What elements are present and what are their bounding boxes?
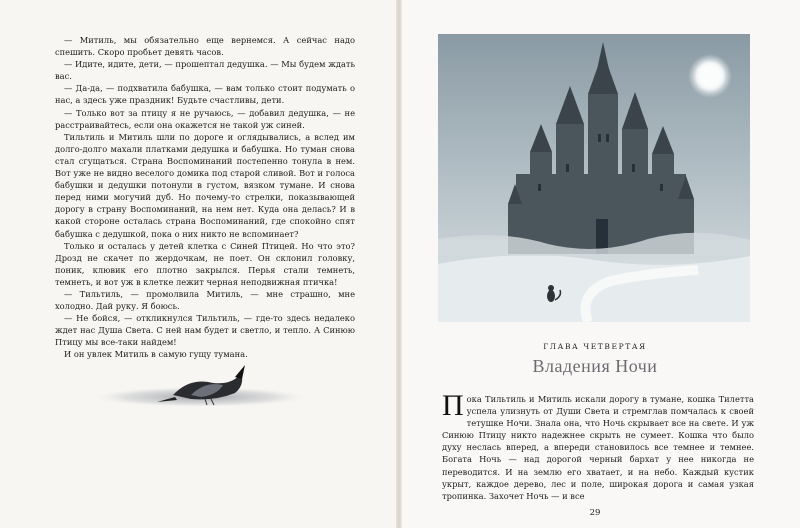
paragraph: — Только вот за птицу я не ручаюсь, — добавил дедушка, — не расстраивайтесь, если она окажется не такой уж синей. [55,107,355,130]
right-page-text [442,389,754,502]
night-castle-illustration [438,34,750,322]
paragraph [442,389,754,502]
dead-bird-illustration [95,355,305,415]
drop-cap: П [442,389,464,422]
paragraph: Только и осталась у детей клетка с Синей Птицей. Но что это? Дрозд не скачет по жердочкам, не поет. Он склонил головку, поник, клювик его плотно закрылся. Перья стали темнеть, темнеть, и вот уж в клетке лежит черная неподвижная птичка! [55,240,355,287]
paragraph: — Митиль, мы обязательно еще вернемся. А сейчас надо спешить. Скоро пробьет девять часов. [55,35,355,58]
book-gutter [396,0,402,528]
page-number: 29 [589,508,601,518]
chapter-title: Владения Ночи [532,356,658,376]
chapter-label: ГЛАВА ЧЕТВЕРТАЯ [543,342,647,351]
paragraph: Тильтиль и Митиль шли по дороге и оглядывались, а вслед им долго-долго махали платками дедушка и бабушка. Но туман снова стал сгущаться. Страна Воспоминаний постепенно тонула в нем. Вот уже не видно веселого домика под старой сливой. Вот и голоса бабушки и дедушки потонули в густом, вязком тумане. И снова перед ними могучий дуб. Но почему-то стрелки, показывающей дорогу в страну Воспоминаний, на нем нет. Куда она делась? И в какой стороне осталась страна Воспоминаний, где спокойно спят бабушка с дедушкой, пока о них никто не вспоминает? [55,131,355,239]
left-page-text [55,34,355,361]
paragraph: — Идите, идите, дети, — прошептал дедушка. — Мы будем ждать вас. [55,59,355,82]
paragraph: И он увлек Митиль в самую гущу тумана. [64,349,248,360]
paragraph: — Не бойся, — откликнулся Тильтиль, — где-то здесь недалеко ждет нас Душа Света. С ней нам будет и светло, и тепло. А Синюю Птицу мы все-таки найдем! [55,313,355,348]
paragraph: — Тильтиль, — промолвила Митиль, — мне страшно, мне холодно. Дай руку. Я боюсь. [55,288,355,312]
paragraph: — Да-да, — подхватила бабушка, — вам только стоит подумать о нас, а здесь уже праздник! Будьте счастливы, дети. [55,83,355,106]
paragraph-body: ока Тильтиль и Митиль искали дорогу в тумане, кошка Тилетта успела улизнуть от Души Света и стремглав помчалась к своей тетушке Ночи. Знала она, что Ночь скрывает все на свете. И уж Синюю Птицу никто надежнее скрыть не сумеет. Кошка что было духу неслась вперед, а впереди становилось все темнее и темнее. Богата Ночь — над дорогой черный бархат у нее никогда не переводится. И на землю его хватает, и на небо. Каждый кустик укрыт, каждое дерево, лес и поле, широкая дорога и самая узкая тропинка. Захочет Ночь — и все [442,394,754,501]
